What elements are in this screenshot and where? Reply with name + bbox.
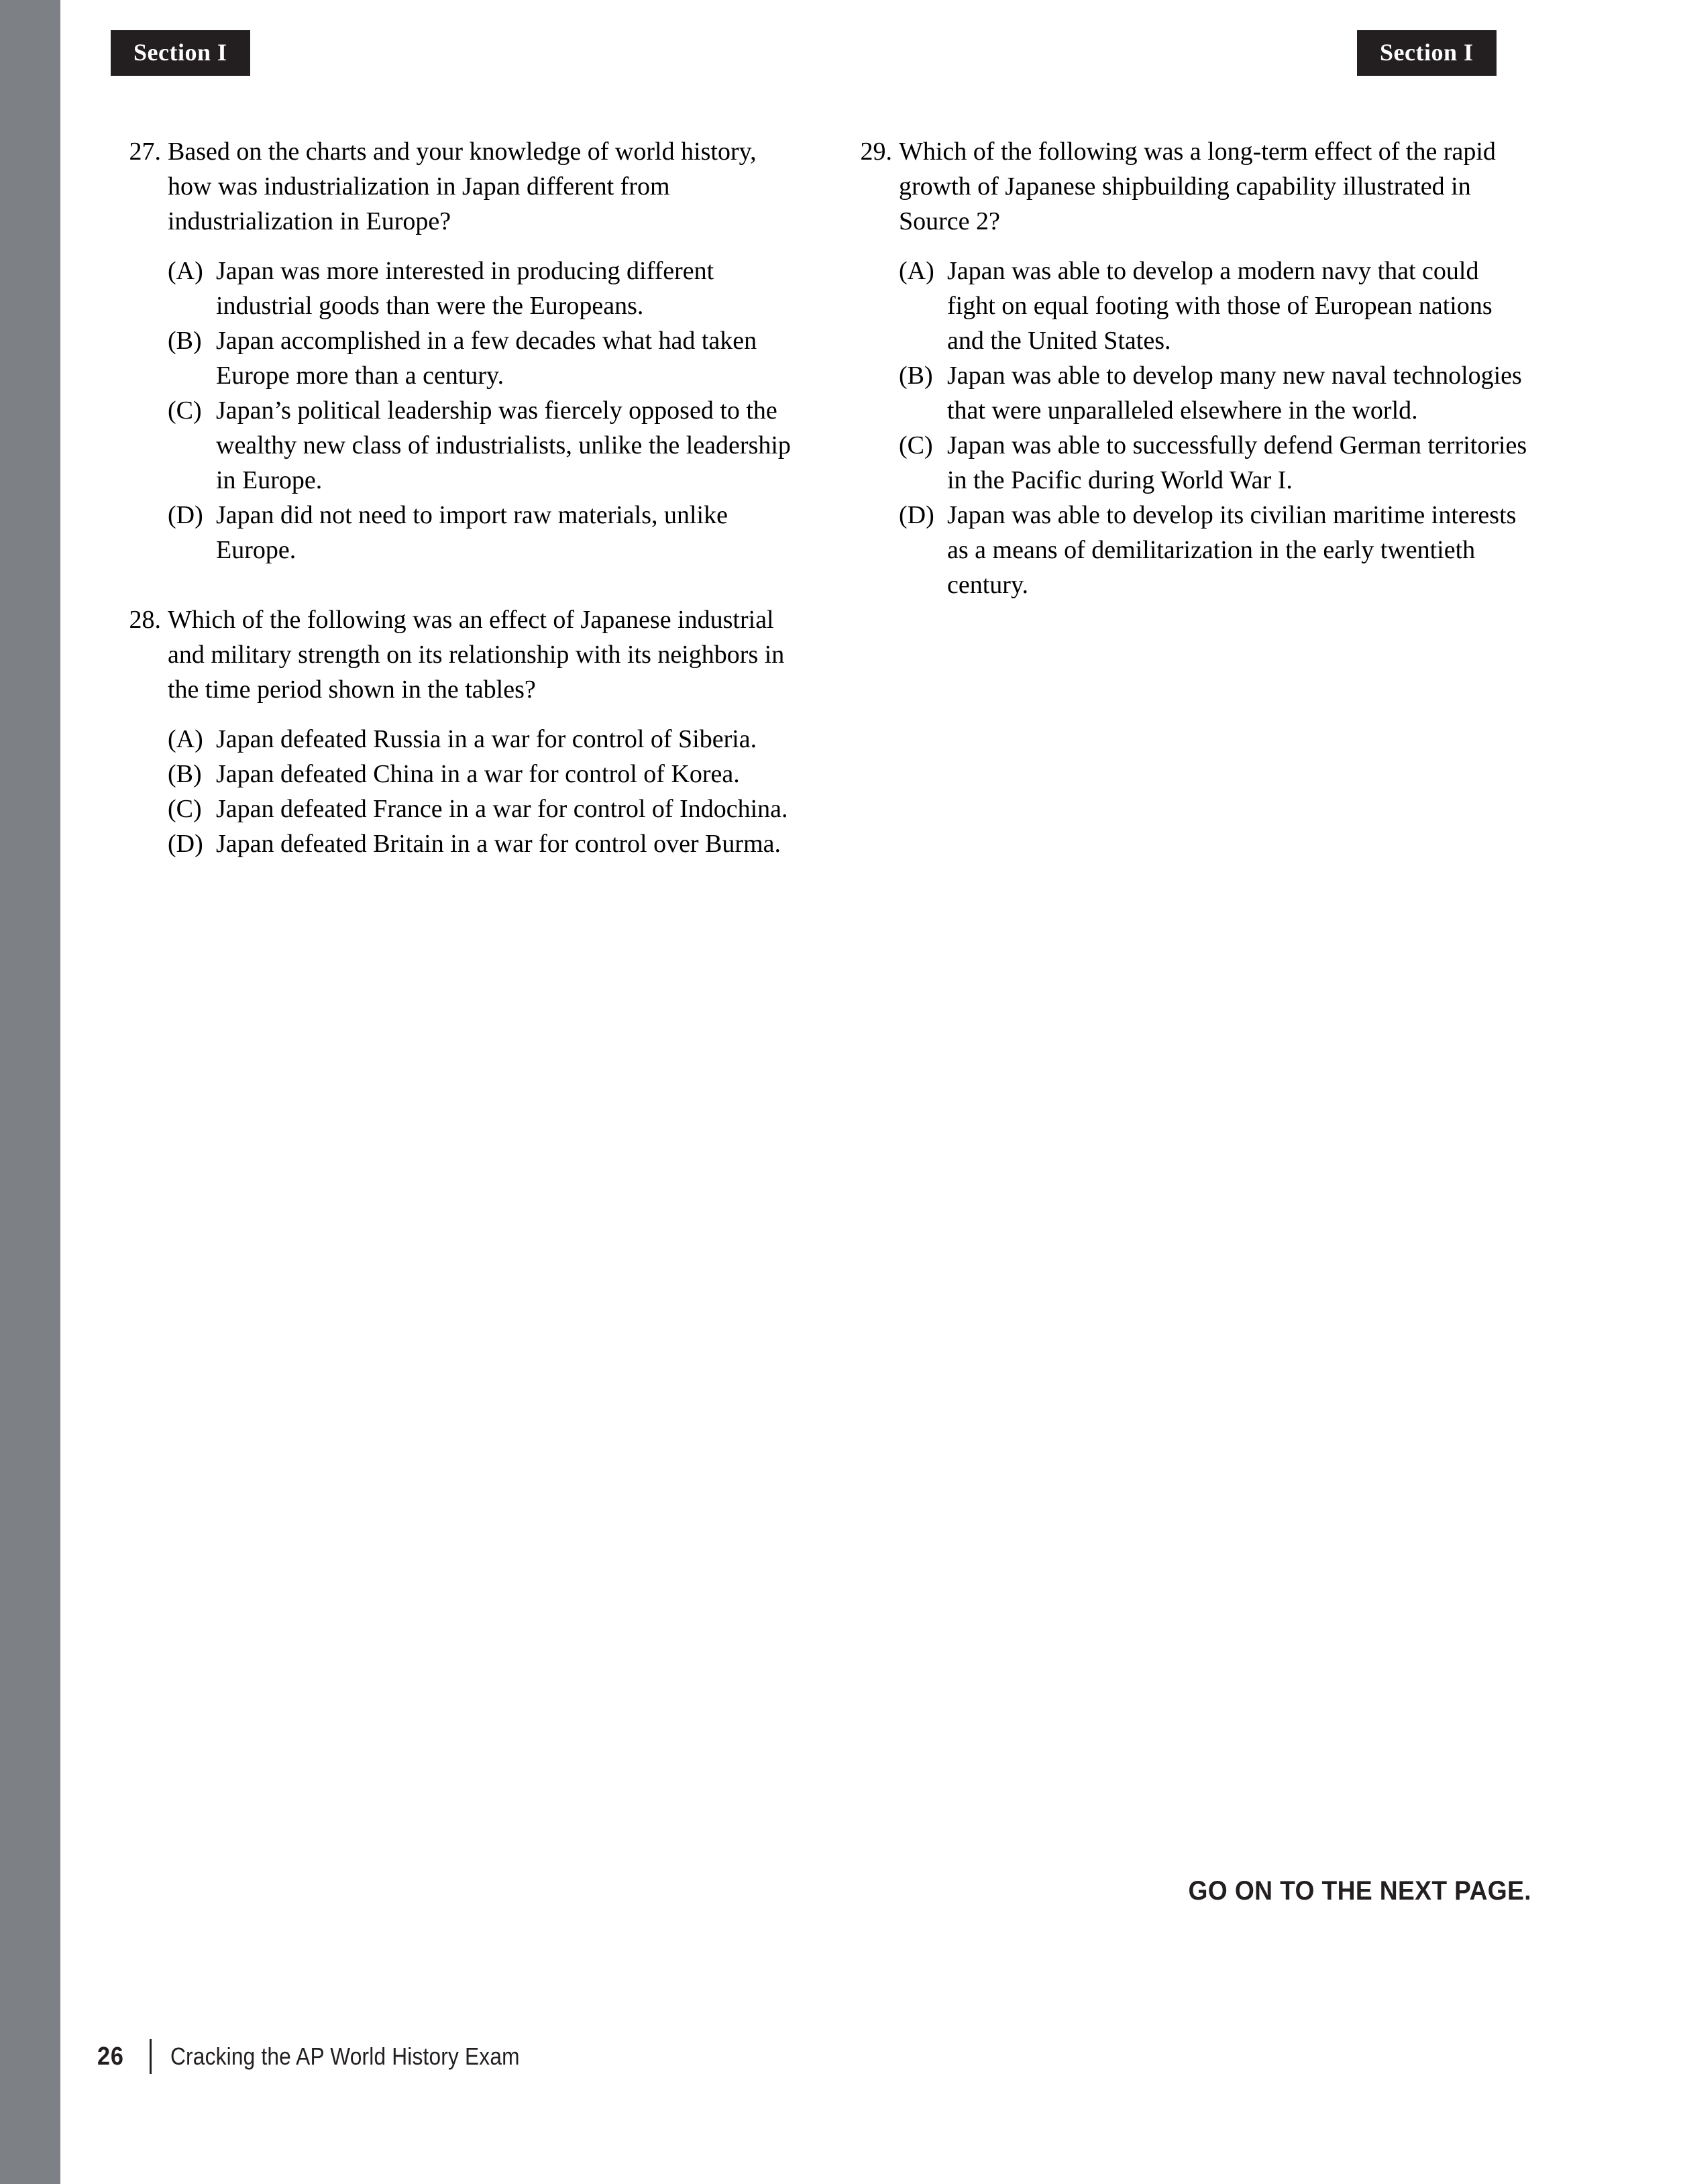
answer-choice-letter: (D) [168, 501, 203, 529]
answer-choice-text: Japan’s political leadership was fiercely opposed to the wealthy new class of industrialists, unlike the leadership in Europe. [216, 396, 791, 494]
answer-choice[interactable] [168, 323, 797, 393]
question-stem: 28. Which of the following was an effect of Japanese industrial and military strength on its relationship with its neighbors in the time period shown in the tables? [119, 602, 797, 707]
answer-choice-text: Japan defeated Britain in a war for control over Burma. [216, 830, 781, 858]
answer-choice-letter: (B) [168, 760, 202, 788]
left-gutter-bar [0, 0, 60, 2184]
question-number: 29. [860, 138, 892, 166]
answer-choice-letter: (C) [899, 431, 933, 459]
answer-choice-list [851, 254, 1528, 602]
answer-choice-text: Japan defeated France in a war for control of Indochina. [216, 795, 788, 823]
answer-choice[interactable] [899, 498, 1528, 602]
answer-choice-text: Japan was able to successfully defend German territories in the Pacific during World War I. [947, 431, 1527, 494]
column-left [119, 134, 797, 896]
page-footer [97, 2039, 567, 2074]
answer-choice-list [119, 722, 797, 861]
answer-choice-text: Japan accomplished in a few decades what had taken Europe more than a century. [216, 327, 757, 390]
question-block [119, 602, 797, 861]
footer-book-title: Cracking the AP World History Exam [170, 2042, 520, 2070]
answer-choice-letter: (B) [168, 327, 202, 355]
question-number: 27. [129, 138, 161, 166]
answer-choice[interactable] [168, 393, 797, 498]
answer-choice-text: Japan defeated Russia in a war for control of Siberia. [216, 725, 757, 753]
answer-choice-letter: (A) [168, 725, 203, 753]
footer-divider-rule [150, 2039, 152, 2074]
answer-choice-text: Japan was able to develop a modern navy that could fight on equal footing with those of European nations and the United States. [947, 257, 1492, 355]
section-tag-right: Section I [1357, 30, 1497, 76]
question-block [851, 134, 1528, 602]
answer-choice-text: Japan defeated China in a war for control of Korea. [216, 760, 740, 788]
question-stem: 27. Based on the charts and your knowledge of world history, how was industrialization in Japan different from industrialization in Europe? [119, 134, 797, 239]
answer-choice-text: Japan was able to develop many new naval technologies that were unparalleled elsewhere in the world. [947, 362, 1522, 425]
answer-choice[interactable] [168, 722, 797, 757]
answer-choice-text: Japan did not need to import raw materials, unlike Europe. [216, 501, 728, 564]
answer-choice-letter: (A) [899, 257, 934, 285]
answer-choice[interactable] [899, 358, 1528, 428]
answer-choice-list [119, 254, 797, 567]
column-right [851, 134, 1528, 637]
question-stem: 29. Which of the following was a long-term effect of the rapid growth of Japanese shipbuilding capability illustrated in Source 2? [851, 134, 1528, 239]
answer-choice[interactable] [168, 826, 797, 861]
question-block [119, 134, 797, 567]
answer-choice-text: Japan was more interested in producing different industrial goods than were the Europeans. [216, 257, 714, 320]
go-on-to-next-page-notice: GO ON TO THE NEXT PAGE. [1188, 1876, 1531, 1906]
answer-choice-letter: (C) [168, 396, 202, 425]
footer-page-number: 26 [97, 2042, 124, 2071]
question-number: 28. [129, 606, 161, 634]
answer-choice[interactable] [899, 254, 1528, 358]
answer-choice-letter: (B) [899, 362, 933, 390]
answer-choice[interactable] [168, 254, 797, 323]
answer-choice-letter: (C) [168, 795, 202, 823]
answer-choice-letter: (D) [899, 501, 934, 529]
answer-choice-text: Japan was able to develop its civilian maritime interests as a means of demilitarization in the early twentieth century. [947, 501, 1517, 599]
answer-choice[interactable] [168, 791, 797, 826]
answer-choice[interactable] [168, 757, 797, 791]
answer-choice-letter: (D) [168, 830, 203, 858]
answer-choice-letter: (A) [168, 257, 203, 285]
section-tag-left: Section I [111, 30, 250, 76]
answer-choice[interactable] [168, 498, 797, 567]
answer-choice[interactable] [899, 428, 1528, 498]
